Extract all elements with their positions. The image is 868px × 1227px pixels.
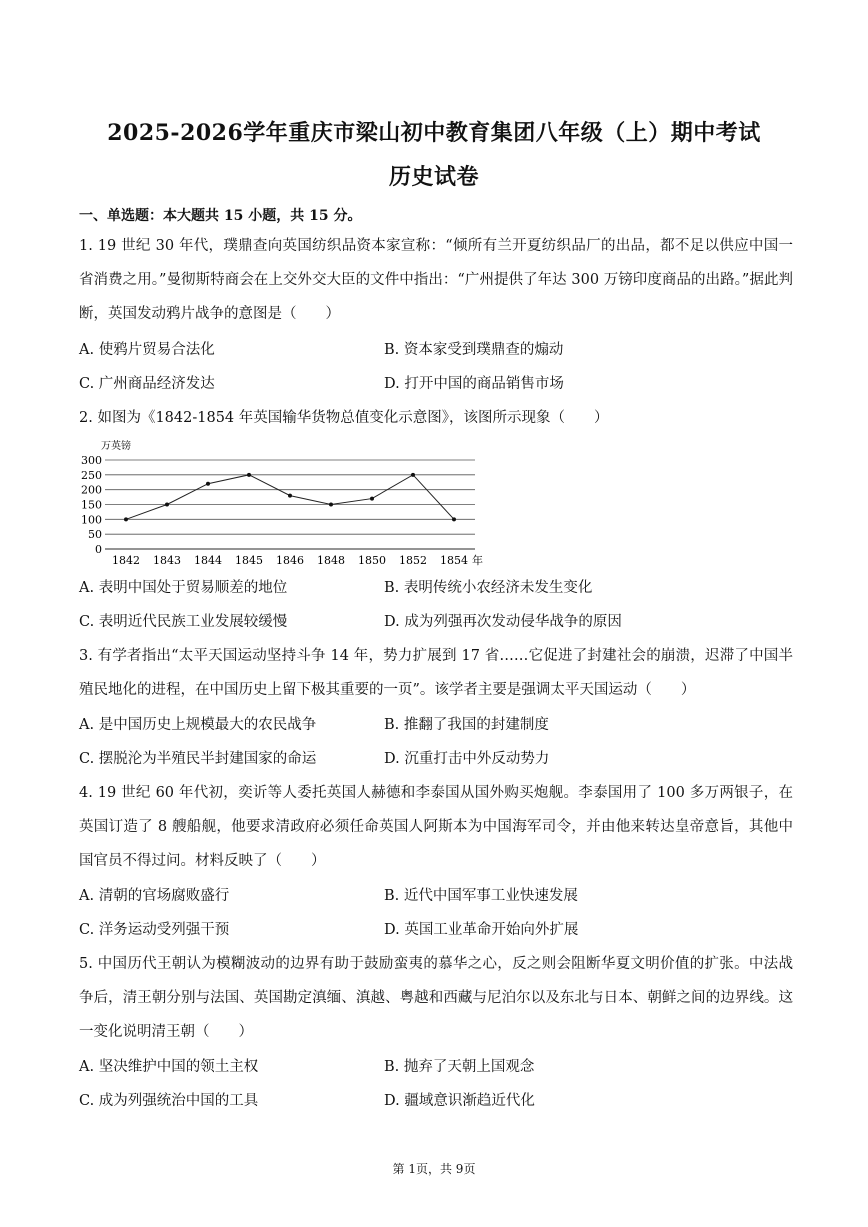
chart-grid [105,460,475,549]
question-4-option-d[interactable]: D. 英国工业革命开始向外扩展 [384,922,579,938]
page-footer: 第 1页，共 9页 [392,1162,476,1176]
data-point [452,517,456,521]
question-5-option-d[interactable]: D. 疆域意识渐趋近代化 [384,1093,535,1109]
question-4-option-a[interactable]: A. 清朝的官场腐败盛行 [79,888,230,904]
question-2-option-b[interactable]: B. 表明传统小农经济未发生变化 [384,580,593,596]
y-axis-label: 万英镑 [101,441,131,452]
question-3-option-c[interactable]: C. 摆脱沦为半殖民半封建国家的命运 [79,751,317,767]
trade-value-line-chart [79,433,489,573]
data-point [206,482,210,486]
data-point [165,503,169,507]
data-points [124,473,456,521]
question-4-stem: 4. 19 世纪 60 年代初，奕䜣等人委托英国人赫德和李泰国从国外购买炮舰。李泰国用了 100 多万两银子，在英国订造了 8 艘船舰，他要求清政府必须任命英国人阿斯本为中国海军司令，并由他来转达皇帝意旨，其他中国官员不得过问。材料反映了（ ） [79,785,793,869]
x-axis-label: 年 [472,554,483,567]
data-point [288,494,292,498]
x-tick-label: 1848 [317,554,345,567]
y-tick-label: 0 [95,543,102,556]
section-heading: 一、单选题：本大题共 15 小题，共 15 分。 [79,208,362,224]
x-tick-label: 1844 [194,554,222,567]
data-point [124,517,128,521]
x-tick-labels [112,554,468,567]
data-point [247,473,251,477]
question-1-option-c[interactable]: C. 广州商品经济发达 [79,376,215,392]
question-3-option-b[interactable]: B. 推翻了我国的封建制度 [384,717,549,733]
y-tick-label: 100 [81,513,102,527]
question-2-option-c[interactable]: C. 表明近代民族工业发展较缓慢 [79,614,288,630]
question-4-option-c[interactable]: C. 洋务运动受列强干预 [79,922,230,938]
x-tick-label: 1852 [399,554,427,567]
question-2-option-d[interactable]: D. 成为列强再次发动侵华战争的原因 [384,614,622,630]
y-tick-label: 250 [81,468,102,482]
question-3-stem: 3. 有学者指出“太平天国运动坚持斗争 14 年，势力扩展到 17 省……它促进了封建社会的崩溃，迟滞了中国半殖民地化的进程，在中国历史上留下极其重要的一页”。该学者主要是强调太平天国运动（ ） [79,648,793,698]
x-tick-label: 1845 [235,554,263,567]
question-5-stem: 5. 中国历代王朝认为模糊波动的边界有助于鼓励蛮夷的慕华之心，反之则会阻断华夏文明价值的扩张。中法战争后，清王朝分别与法国、英国勘定滇缅、滇越、粤越和西藏与尼泊尔以及东北与日本、朝鲜之间的边界线。这一变化说明清王朝（ ） [79,956,793,1040]
y-tick-label: 50 [88,528,102,542]
data-point [329,503,333,507]
question-5-option-a[interactable]: A. 坚决维护中国的领土主权 [79,1059,259,1075]
question-4-option-b[interactable]: B. 近代中国军事工业快速发展 [384,888,578,904]
x-tick-label: 1854 [440,554,468,567]
y-tick-label: 150 [81,498,102,512]
y-tick-label: 200 [81,483,102,497]
x-tick-label: 1846 [276,554,304,567]
question-2-stem: 2. 如图为《1842-1854 年英国输华货物总值变化示意图》，该图所示现象（ ） [79,410,609,426]
question-1-option-d[interactable]: D. 打开中国的商品销售市场 [384,376,564,392]
data-point [411,473,415,477]
question-5-option-c[interactable]: C. 成为列强统治中国的工具 [79,1093,259,1109]
question-5-option-b[interactable]: B. 抛弃了天朝上国观念 [384,1059,535,1075]
exam-title: 2025-2026学年重庆市梁山初中教育集团八年级（上）期中考试 [107,120,761,146]
question-3-option-a[interactable]: A. 是中国历史上规模最大的农民战争 [79,717,317,733]
data-point [370,497,374,501]
question-1-stem: 1. 19 世纪 30 年代，璞鼎查向英国纺织品资本家宣称：“倾所有兰开夏纺织品厂的出品，都不足以供应中国一省消费之用。”曼彻斯特商会在上交外交大臣的文件中指出：“广州提供了年达 300 万镑印度商品的出路。”据此判断，英国发动鸦片战争的意图是（ ） [79,238,793,322]
question-3-option-d[interactable]: D. 沉重打击中外反动势力 [384,751,550,767]
question-2-option-a[interactable]: A. 表明中国处于贸易顺差的地位 [79,580,288,596]
question-1-option-b[interactable]: B. 资本家受到璞鼎查的煽动 [384,342,564,358]
question-1-option-a[interactable]: A. 使鸦片贸易合法化 [79,342,215,358]
x-tick-label: 1843 [153,554,181,567]
y-tick-labels [81,454,102,556]
x-tick-label: 1850 [358,554,386,567]
exam-subtitle: 历史试卷 [388,164,479,190]
x-tick-label: 1842 [112,554,140,567]
y-tick-label: 300 [81,454,102,467]
